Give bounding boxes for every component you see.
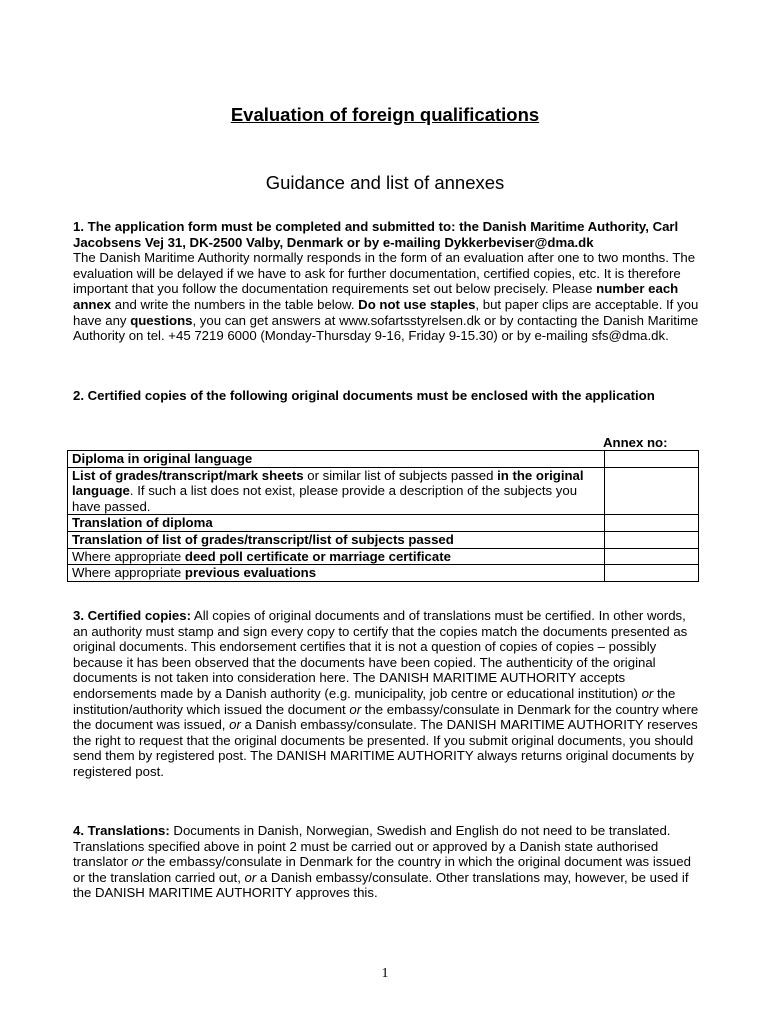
s3-or-1: or <box>641 685 654 701</box>
row-label: Diploma in original language <box>68 451 605 468</box>
s1-bold-3: questions <box>130 312 193 328</box>
document-subtitle: Guidance and list of annexes <box>265 172 505 193</box>
s1-bold-1: number each annex <box>73 281 679 312</box>
section-1-body <box>73 250 703 344</box>
table-row <box>68 565 699 582</box>
section-4-body <box>73 823 703 901</box>
row-label <box>68 565 605 582</box>
s3-or-3: or <box>229 717 241 733</box>
table-row <box>68 467 699 515</box>
table-row <box>68 451 699 468</box>
table-row <box>68 531 699 548</box>
annex-number-header: Annex no: <box>603 435 668 450</box>
s3-text-3: the embassy/consulate in Denmark for the country where the document was issued, <box>73 701 699 733</box>
row-label: Translation of diploma <box>68 515 605 532</box>
section-4 <box>73 823 703 901</box>
annex-number-cell[interactable] <box>605 467 699 515</box>
annex-number-cell[interactable] <box>605 548 699 565</box>
s1-text-2: and write the numbers in the table below. <box>111 296 359 312</box>
row-6-text: Where appropriate <box>72 565 185 581</box>
s3-or-2: or <box>349 701 362 717</box>
annex-number-cell[interactable] <box>605 451 699 468</box>
row-2-bold-2: in the original language <box>72 467 584 499</box>
row-label <box>68 467 605 515</box>
s3-text-1: All copies of original documents and of translations must be certified. In other words, an authority must stamp and sign every copy to certify that the copies match the documents presented as original documents. This endorsement certifies that it is not a question of copies of copies – possibly because it has been observed that the documents have been copied. The authenticity of the original documents is not taken into consideration here. The DANISH MARITIME AUTHORITY accepts endorsements made by a Danish authority (e.g. municipality, job centre or educational institution) <box>73 608 688 701</box>
s4-or-1: or <box>131 854 144 870</box>
row-label <box>68 548 605 565</box>
row-2-bold-1: List of grades/transcript/mark sheets <box>72 467 304 483</box>
annex-number-cell[interactable] <box>605 565 699 582</box>
section-3-body <box>73 608 703 780</box>
page-number: 1 <box>381 966 389 981</box>
section-3 <box>73 608 703 780</box>
document-title: Evaluation of foreign qualifications <box>230 104 540 125</box>
section-1 <box>73 219 703 344</box>
s3-text-4: a Danish embassy/consulate. The DANISH MARITIME AUTHORITY reserves the right to request that the original documents be presented. If you submit original documents, you should send them by registered post. The DANISH MARITIME AUTHORITY always returns original documents by registered post. <box>73 717 698 779</box>
s1-text-4: , you can get answers at www.sofartsstyrelsen.dk or by contacting the Danish Maritime Authority on tel. +45 7219 6000 (Monday-Thursday 9-16, Friday 9-15.30) or by e-mailing sfs@dma.dk. <box>73 312 699 344</box>
section-1-heading: 1. The application form must be completed and submitted to: the Danish Maritime Authority, Carl Jacobsens Vej 31, DK-2500 Valby, Denmark or by e-mailing Dykkerbeviser@dma.dk <box>73 219 679 250</box>
section-2 <box>73 388 703 404</box>
s4-text-1: Documents in Danish, Norwegian, Swedish and English do not need to be translated. Translations specified above in point 2 must be carried out or approved by a Danish state authorised translator <box>73 823 671 870</box>
annex-number-cell[interactable] <box>605 531 699 548</box>
table-row <box>68 515 699 532</box>
s4-text-2: the embassy/consulate in Denmark for the country in which the original document was issued or the translation carried out, <box>73 854 691 885</box>
row-6-bold: previous evaluations <box>184 565 317 581</box>
section-3-heading: 3. Certified copies: <box>73 608 191 623</box>
row-label: Translation of list of grades/transcript/list of subjects passed <box>68 531 605 548</box>
s3-text-2: the institution/authority which issued the document <box>73 685 676 717</box>
s1-text-3: , but paper clips are acceptable. If you have any <box>73 296 699 328</box>
s1-text-1: The Danish Maritime Authority normally responds in the form of an evaluation after one to two months. The evaluation will be delayed if we have to ask for further documentation, certified copies, etc. It is therefore important that you follow the documentation requirements set out below precisely. Please <box>73 250 696 297</box>
section-4-heading: 4. Translations: <box>73 823 170 838</box>
s4-or-2: or <box>244 869 257 885</box>
row-2-text-2: . If such a list does not exist, please provide a description of the subjects you have passed. <box>72 483 578 514</box>
section-2-heading: 2. Certified copies of the following original documents must be enclosed with the application <box>73 388 655 403</box>
table-row <box>68 548 699 565</box>
s4-text-3: a Danish embassy/consulate. Other translations may, however, be used if the DANISH MARITIME AUTHORITY approves this. <box>73 869 689 901</box>
row-5-text: Where appropriate <box>72 548 185 564</box>
s1-bold-2: Do not use staples <box>358 296 476 312</box>
annex-number-cell[interactable] <box>605 515 699 532</box>
annex-table <box>67 450 699 582</box>
row-5-bold: deed poll certificate or marriage certificate <box>184 548 451 564</box>
row-2-text-1: or similar list of subjects passed <box>303 467 498 483</box>
